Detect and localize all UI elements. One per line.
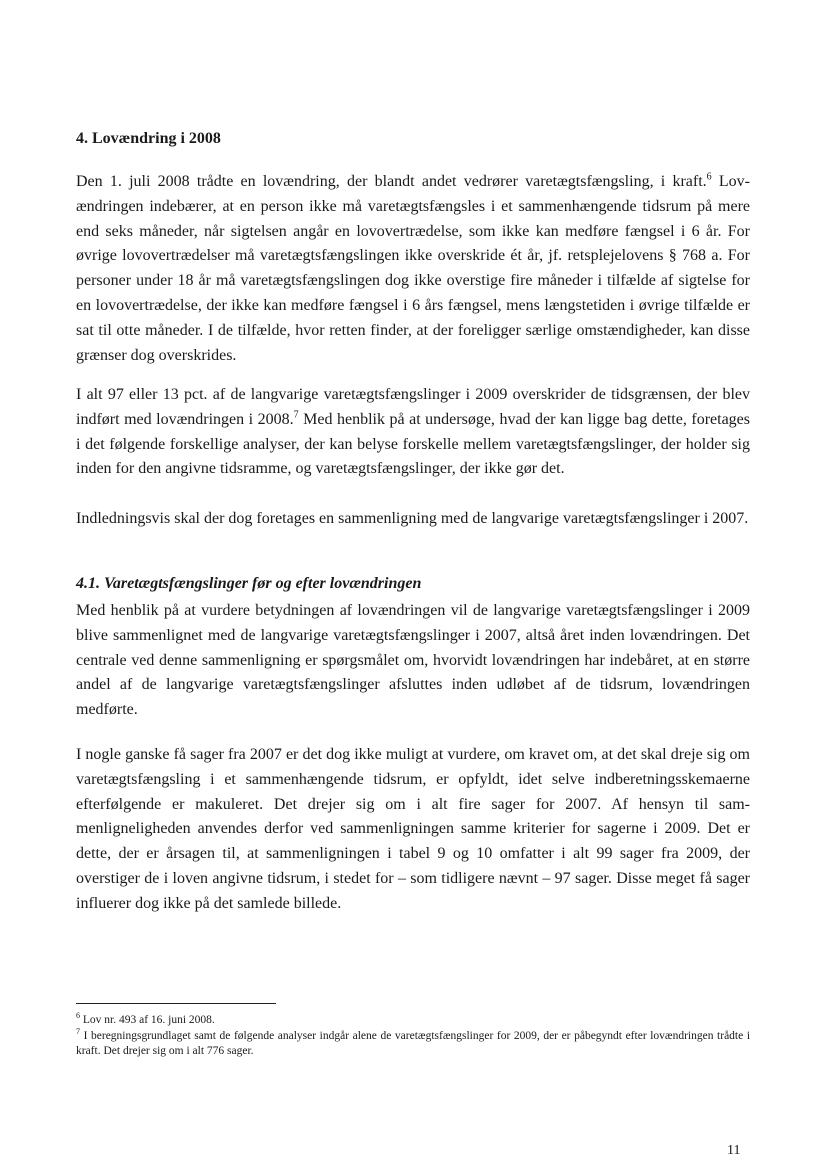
- page-number: 11: [727, 1143, 741, 1158]
- paragraph-intro-comparison: Indledningsvis skal der dog foretages en sammenligning med de langvarige varetægtsfængslinger i 2007.: [76, 510, 749, 527]
- paragraph-law-change: [76, 170, 750, 368]
- footnote-ref-7[interactable]: 7: [293, 409, 299, 421]
- paragraph-overrun: [76, 383, 750, 482]
- footnote-divider: [76, 1003, 276, 1004]
- paragraph-text: Lovændringen indebærer, at en person ikke må varetægtsfængsles i et sammenhængende tidsrum på mere end seks måneder, når sigtelsen angår en lovovertrædelse, som ikke kan medføre fængsel i 6 år. For øvrige lovovertrædelser må varetægtsfængslingen ikke overskride ét år, jf. retsplejelovens § 768 a. For personer under 18 år må varetægtsfængslingen dog ikke overstige fire måneder i tilfælde af sigtelse for en lovovertrædelse, der ikke kan medføre fængsel i 6 års fængsel, mens længstetiden i øvrige tilfælde er sat til otte måneder. I de tilfælde, hvor retten finder, at der foreligger særlige omstændigheder, kan disse grænser dog overskrides.: [76, 173, 750, 364]
- footnote-number: 7: [76, 1027, 80, 1037]
- footnote-6: [76, 1013, 750, 1028]
- paragraph-text: Den 1. juli 2008 trådte en lovændring, der blandt andet vedrører varetægtsfængsling, i kraft.: [76, 173, 707, 190]
- paragraph-few-cases: I nogle ganske få sager fra 2007 er det dog ikke muligt at vurdere, om kravet om, at det skal dreje sig om varetægtsfængsling i et sammenhængende tidsrum, er opfyldt, idet selve indberetningsskemaerne efterfølgende er makuleret. Det drejer sig om i alt fire sager for 2007. Af hensyn til sammenligneligheden anvendes derfor ved sammenligningen samme kriterier for sagerne i 2009. Det er dette, der er årsagen til, at sammenligningen i tabel 9 og 10 omfatter i alt 99 sager fra 2009, der overstiger de i loven angivne tidsrum, i stedet for – som tidligere nævnt – 97 sager. Disse meget få sager influerer dog ikke på det samlede billede.: [76, 746, 750, 912]
- footnote-ref-6[interactable]: 6: [706, 171, 712, 183]
- subsection-heading: 4.1. Varetægtsfængslinger før og efter lovændringen: [76, 575, 422, 592]
- section-heading: 4. Lovændring i 2008: [76, 130, 221, 147]
- footnote-text: I beregningsgrundlaget samt de følgende analyser indgår alene de varetægtsfængslinger for 2009, der er påbegyndt efter lovændringen trådte i kraft. Det drejer sig om i alt 776 sager.: [76, 1030, 751, 1057]
- footnote-number: 6: [76, 1011, 80, 1021]
- paragraph-comparison: Med henblik på at vurdere betydningen af lovændringen vil de langvarige varetægtsfængslinger i 2009 blive sammenlignet med de langvarige varetægtsfængslinger i 2007, altså året inden lovændringen. Det centrale ved denne sammenligning er spørgsmålet om, hvorvidt lovændringen har indebåret, at en større andel af de langvarige varetægtsfængslinger afsluttes inden udløbet af de tidsrum, lovændringen medførte.: [76, 602, 750, 719]
- footnote-7: [76, 1029, 750, 1059]
- paragraph-text: I alt 97 eller 13 pct. af de langvarige varetægtsfængslinger i 2009 overskrider de tidsgrænsen, der blev indført med lovændringen i 2008.: [76, 386, 750, 428]
- paragraph-text: Med henblik på at undersøge, hvad der kan ligge bag dette, foretages i det følgende forskellige analyser, der kan belyse forskelle mellem varetægtsfængslinger, der holder sig inden for den angivne tidsramme, og varetægtsfængslinger, der ikke gør det.: [76, 410, 750, 478]
- footnote-text: Lov nr. 493 af 16. juni 2008.: [82, 1014, 215, 1026]
